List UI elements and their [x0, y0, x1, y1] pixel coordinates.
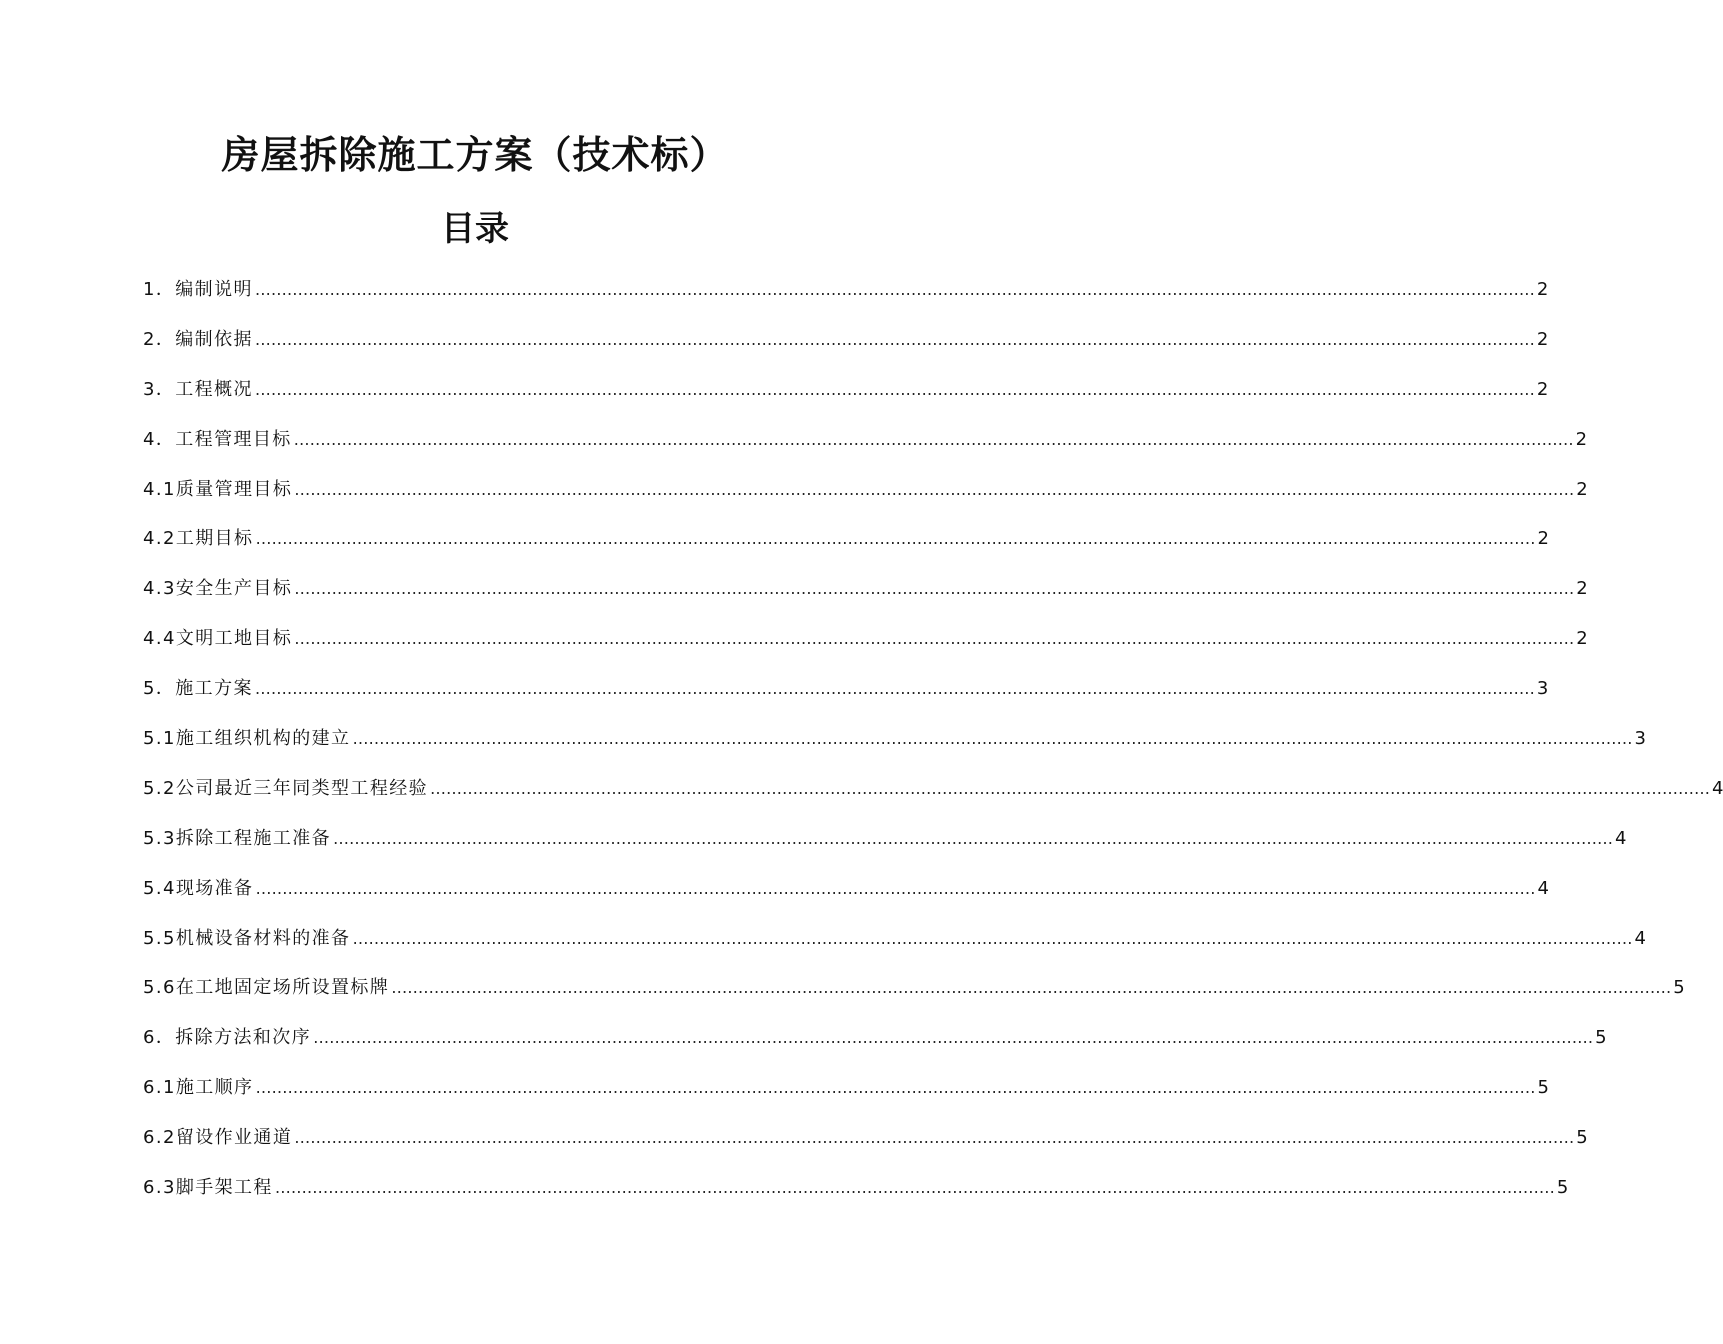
toc-leader-dots: ……………………………………………………………………………………………………………………………………………………………………………………………………………………	[352, 928, 1633, 948]
toc-entry[interactable]	[143, 1118, 1588, 1168]
toc-entry-number: 4.1	[143, 478, 176, 500]
toc-entry-page: 2	[1576, 478, 1588, 500]
toc-entry-title: 文明工地目标	[175, 628, 293, 650]
toc-entry-page: 5	[1556, 1177, 1569, 1199]
toc-entry-number: 3．	[143, 378, 176, 400]
toc-entry-page: 2	[1536, 378, 1549, 400]
toc-entry-number: 6．	[143, 1027, 176, 1049]
toc-entry-page: 2	[1575, 428, 1588, 450]
toc-entry-title: 脚手架工程	[175, 1177, 273, 1199]
toc-entry-page: 2	[1576, 628, 1588, 650]
toc-entry-page: 5	[1595, 1027, 1607, 1049]
toc-entry[interactable]	[143, 669, 1549, 719]
toc-entry-number: 5.5	[143, 927, 176, 949]
toc-entry[interactable]	[143, 919, 1646, 969]
toc-entry[interactable]	[143, 470, 1588, 520]
toc-entry-page: 4	[1712, 777, 1723, 799]
toc-entry[interactable]	[143, 769, 1723, 819]
toc-leader-dots: ……………………………………………………………………………………………………………………………………………………………………………………………………………………	[254, 329, 1535, 349]
toc-entry-title: 安全生产目标	[175, 578, 293, 600]
toc-entry-number: 4.4	[143, 628, 176, 650]
toc-entry[interactable]	[143, 519, 1549, 569]
toc-entry-number: 4.2	[143, 528, 176, 550]
toc-entry[interactable]	[143, 420, 1588, 470]
toc-entry-number: 5.3	[143, 827, 176, 849]
toc-heading: 目录	[441, 209, 509, 249]
toc-entry-page: 4	[1615, 827, 1627, 849]
toc-entry-title: 在工地固定场所设置标牌	[175, 977, 390, 999]
toc-entry-number: 5.1	[143, 728, 176, 750]
table-of-contents	[143, 270, 1723, 1218]
toc-entry-page: 4	[1537, 877, 1549, 899]
toc-leader-dots: ……………………………………………………………………………………………………………………………………………………………………………………………………………………	[254, 280, 1535, 299]
document-title: 房屋拆除施工方案（技术标）	[221, 133, 729, 177]
toc-entry[interactable]	[143, 370, 1549, 420]
toc-entry-page: 2	[1537, 528, 1549, 550]
toc-leader-dots: ……………………………………………………………………………………………………………………………………………………………………………………………………………………	[294, 579, 1575, 599]
toc-entry-title: 编制依据	[175, 328, 253, 350]
toc-leader-dots: ……………………………………………………………………………………………………………………………………………………………………………………………………………………	[294, 1128, 1575, 1148]
toc-entry[interactable]	[143, 869, 1549, 919]
toc-entry[interactable]	[143, 819, 1627, 869]
toc-leader-dots: ……………………………………………………………………………………………………………………………………………………………………………………………………………………	[254, 379, 1535, 399]
toc-leader-dots: ……………………………………………………………………………………………………………………………………………………………………………………………………………………	[255, 878, 1536, 898]
toc-entry[interactable]	[143, 569, 1588, 619]
toc-entry[interactable]	[143, 719, 1646, 769]
toc-entry-page: 4	[1634, 927, 1646, 949]
toc-entry-page: 2	[1536, 279, 1549, 300]
toc-entry-title: 施工组织机构的建立	[175, 728, 351, 750]
toc-leader-dots: ……………………………………………………………………………………………………………………………………………………………………………………………………………………	[294, 629, 1575, 649]
toc-entry-page: 3	[1634, 728, 1646, 750]
toc-entry-title: 留设作业通道	[175, 1127, 293, 1149]
toc-entry-page: 5	[1576, 1127, 1588, 1149]
toc-leader-dots: ……………………………………………………………………………………………………………………………………………………………………………………………………………………	[294, 479, 1575, 499]
toc-entry-title: 工期目标	[175, 528, 254, 550]
toc-entry-title: 拆除工程施工准备	[175, 827, 332, 849]
toc-entry-title: 现场准备	[175, 877, 254, 899]
toc-entry-number: 1．	[143, 279, 176, 300]
toc-entry-number: 5.6	[143, 977, 176, 999]
toc-entry-page: 3	[1536, 678, 1549, 700]
toc-leader-dots: ……………………………………………………………………………………………………………………………………………………………………………………………………………………	[274, 1178, 1555, 1198]
toc-entry[interactable]	[143, 1168, 1569, 1218]
toc-leader-dots: ……………………………………………………………………………………………………………………………………………………………………………………………………………………	[313, 1028, 1594, 1048]
toc-entry-title: 编制说明	[175, 279, 253, 300]
toc-entry[interactable]	[143, 1018, 1607, 1068]
toc-leader-dots: ……………………………………………………………………………………………………………………………………………………………………………………………………………………	[255, 1078, 1536, 1098]
toc-entry-title: 工程概况	[175, 378, 253, 400]
toc-entry-page: 2	[1576, 578, 1588, 600]
toc-leader-dots: ……………………………………………………………………………………………………………………………………………………………………………………………………………………	[430, 778, 1711, 798]
toc-entry-title: 机械设备材料的准备	[175, 927, 351, 949]
toc-entry-title: 施工顺序	[175, 1077, 254, 1099]
toc-entry[interactable]	[143, 619, 1588, 669]
toc-leader-dots: ……………………………………………………………………………………………………………………………………………………………………………………………………………………	[333, 828, 1614, 848]
toc-entry-number: 6.2	[143, 1127, 176, 1149]
toc-leader-dots: ……………………………………………………………………………………………………………………………………………………………………………………………………………………	[293, 429, 1574, 449]
toc-entry-number: 4．	[143, 428, 176, 450]
toc-entry[interactable]	[143, 1068, 1549, 1118]
toc-entry-page: 5	[1673, 977, 1685, 999]
toc-entry[interactable]	[143, 320, 1549, 370]
toc-leader-dots: ……………………………………………………………………………………………………………………………………………………………………………………………………………………	[391, 978, 1672, 998]
toc-entry-number: 5.4	[143, 877, 176, 899]
toc-entry-page: 5	[1537, 1077, 1549, 1099]
toc-leader-dots: ……………………………………………………………………………………………………………………………………………………………………………………………………………………	[254, 679, 1535, 699]
toc-entry-number: 6.1	[143, 1077, 176, 1099]
toc-entry-number: 2．	[143, 328, 176, 350]
toc-entry-title: 工程管理目标	[175, 428, 292, 450]
toc-leader-dots: ……………………………………………………………………………………………………………………………………………………………………………………………………………………	[352, 729, 1633, 749]
toc-entry-number: 6.3	[143, 1177, 176, 1199]
toc-entry-title: 质量管理目标	[175, 478, 293, 500]
toc-entry[interactable]	[143, 270, 1549, 320]
toc-entry-number: 5．	[143, 678, 176, 700]
toc-entry-title: 公司最近三年同类型工程经验	[175, 777, 429, 799]
toc-entry[interactable]	[143, 968, 1685, 1018]
toc-entry-title: 施工方案	[175, 678, 253, 700]
toc-entry-page: 2	[1536, 328, 1549, 350]
toc-entry-number: 5.2	[143, 777, 176, 799]
toc-entry-number: 4.3	[143, 578, 176, 600]
toc-entry-title: 拆除方法和次序	[175, 1027, 312, 1049]
toc-leader-dots: ……………………………………………………………………………………………………………………………………………………………………………………………………………………	[255, 529, 1536, 549]
